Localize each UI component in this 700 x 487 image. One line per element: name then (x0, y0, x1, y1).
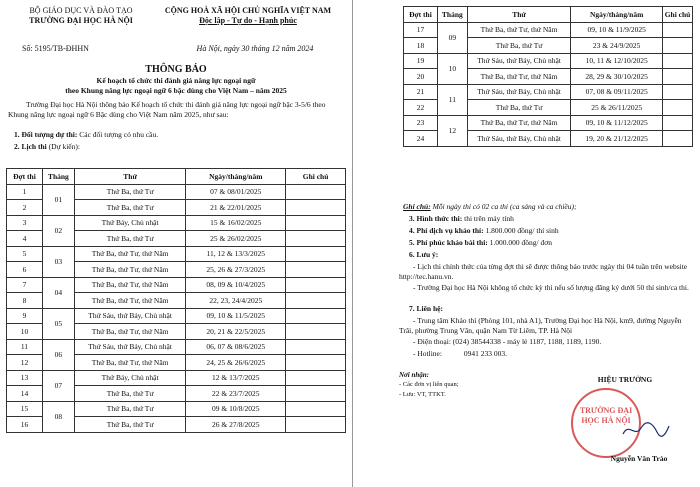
item-2 (14, 142, 350, 152)
cell-note (286, 277, 346, 293)
cell-note (286, 370, 346, 386)
table-row (404, 22, 693, 38)
cell-thu: Thứ Bảy, Chủ nhật (74, 215, 186, 231)
schedule-table-part-1 (6, 168, 346, 433)
cell-month: 04 (42, 277, 74, 308)
cell-note (286, 339, 346, 355)
cell-note (663, 115, 693, 131)
cell-dot: 23 (404, 115, 438, 131)
item-5-text: 1.000.000 đồng/ đơn (489, 238, 552, 247)
item-6-label: 6. Lưu ý: (409, 250, 439, 259)
cell-ngay: 22, 23, 24/4/2025 (186, 293, 286, 309)
table-row (404, 84, 693, 100)
cell-note (663, 131, 693, 147)
cell-note (286, 231, 346, 247)
header-thang: Tháng (437, 7, 467, 23)
nation-name: CỘNG HOÀ XÃ HỘI CHỦ NGHĨA VIỆT NAM (164, 6, 332, 15)
cell-thu: Thứ Ba, thứ Tư (74, 200, 186, 216)
phone-value: (024) 38544338 - máy lẻ 1187, 1188, 1189, 1190. (452, 337, 602, 346)
cell-thu: Thứ Ba, thứ Tư, thứ Năm (467, 22, 570, 38)
phone-line (413, 337, 601, 347)
cell-dot: 5 (7, 246, 43, 262)
cell-note (663, 84, 693, 100)
table-row (7, 339, 346, 355)
cell-dot: 21 (404, 84, 438, 100)
cell-thu: Thứ Ba, thứ Tư, thứ Năm (467, 115, 570, 131)
cell-thu: Thứ Ba, thứ Tư (74, 386, 186, 402)
cell-dot: 4 (7, 231, 43, 247)
table-row (7, 215, 346, 231)
cell-note (663, 22, 693, 38)
cell-note (286, 308, 346, 324)
header-dot: Đợt thi (7, 169, 43, 185)
header-ngay: Ngày/tháng/năm (571, 7, 663, 23)
cell-ngay: 09 & 10/8/2025 (186, 401, 286, 417)
item-1-text: Các đối tượng có nhu cầu. (79, 130, 159, 139)
cell-note (286, 324, 346, 340)
cell-dot: 15 (7, 401, 43, 417)
table-row (7, 277, 346, 293)
cell-dot: 12 (7, 355, 43, 371)
cell-thu: Thứ Ba, thứ Tư (74, 417, 186, 433)
cell-note (286, 401, 346, 417)
cell-dot: 16 (7, 417, 43, 433)
item-5 (409, 238, 552, 248)
cell-dot: 14 (7, 386, 43, 402)
cell-dot: 19 (404, 53, 438, 69)
ministry-name: BỘ GIÁO DỤC VÀ ĐÀO TẠO (29, 6, 133, 15)
university-name: TRƯỜNG ĐẠI HỌC HÀ NỘI (29, 16, 133, 25)
table-body-part-1 (7, 184, 346, 432)
cell-dot: 17 (404, 22, 438, 38)
cell-ngay: 22 & 23/7/2025 (186, 386, 286, 402)
cell-ngay: 25 & 26/11/2025 (571, 100, 663, 116)
recipients-1: - Các đơn vị liên quan; (399, 381, 459, 388)
notice-subtitle-1: Kế hoạch tổ chức thi đánh giá năng lực ngoại ngữ (96, 76, 256, 85)
header-right (148, 6, 348, 26)
hotline-value: 0941 233 003. (463, 349, 507, 358)
cell-ngay: 24, 25 & 26/6/2025 (186, 355, 286, 371)
stamp-text: TRƯỜNG ĐẠI HỌC HÀ NỘI (579, 406, 633, 425)
cell-thu: Thứ Ba, thứ Tư, thứ Năm (74, 293, 186, 309)
cell-thu: Thứ Ba, thứ Tư (74, 401, 186, 417)
header-ghichu: Ghi chú (663, 7, 693, 23)
recipients-2: - Lưu: VT, TTKT. (399, 391, 446, 398)
cell-note (286, 386, 346, 402)
notice-subtitle-2: theo Khung năng lực ngoại ngữ 6 bậc dùng cho Việt Nam – năm 2025 (65, 86, 287, 95)
cell-dot: 1 (7, 184, 43, 200)
table-header-row (7, 169, 346, 185)
cell-thu: Thứ Ba, thứ Tư, thứ Năm (74, 324, 186, 340)
cell-note (286, 262, 346, 278)
item-3-label: 3. Hình thức thi: (409, 214, 463, 223)
cell-month: 05 (42, 308, 74, 339)
right-page (352, 0, 700, 487)
hotline-label: - Hotline: (413, 349, 442, 358)
cell-thu: Thứ Ba, thứ Tư, thứ Năm (74, 355, 186, 371)
header-thang: Tháng (42, 169, 74, 185)
cell-thu: Thứ Ba, thứ Tư, thứ Năm (74, 246, 186, 262)
cell-ngay: 28, 29 & 30/10/2025 (571, 69, 663, 85)
cell-dot: 8 (7, 293, 43, 309)
item-1-label: 1. Đối tượng dự thi: (14, 130, 78, 139)
signer-title: HIỆU TRƯỞNG (597, 375, 653, 384)
table-row (404, 53, 693, 69)
cell-ngay: 11, 12 & 13/3/2025 (186, 246, 286, 262)
cell-month: 11 (437, 84, 467, 115)
cell-note (286, 184, 346, 200)
cell-ngay: 09, 10 & 11/5/2025 (186, 308, 286, 324)
item-5-label: 5. Phí phúc khảo bài thi: (409, 238, 488, 247)
table-row (7, 184, 346, 200)
cell-thu: Thứ Ba, thứ Tư (74, 231, 186, 247)
item-2-text: (Dự kiến): (48, 142, 80, 151)
item-4-text: 1.800.000 đồng/ thí sinh (485, 226, 559, 235)
table-row (7, 401, 346, 417)
cell-month: 09 (437, 22, 467, 53)
header-thu: Thứ (467, 7, 570, 23)
cell-thu: Thứ Ba, thứ Tư (467, 100, 570, 116)
cell-thu: Thứ Sáu, thứ Bảy, Chủ nhật (467, 53, 570, 69)
note-text: Mỗi ngày thi có 02 ca thi (ca sáng và ca chiều); (432, 202, 577, 211)
phone-label: - Điện thoại: (413, 337, 451, 346)
item-6-line-1: - Lịch thi chính thức của từng đợt thi sẽ được thông báo trước ngày thi 04 tuần trên website http://tec.hanu.vn. (399, 262, 688, 281)
cell-month: 03 (42, 246, 74, 277)
cell-ngay: 21 & 22/01/2025 (186, 200, 286, 216)
motto: Độc lập - Tự do - Hạnh phúc (199, 16, 297, 25)
intro-paragraph: Trường Đại học Hà Nội thông báo Kế hoạch tổ chức thi đánh giá năng lực ngoại ngữ bậc 3-5/6 theo Khung năng lực ngoại ngữ 6 Bậc dùng cho Việt Nam năm 2025, như sau: (8, 100, 326, 119)
cell-dot: 9 (7, 308, 43, 324)
cell-note (286, 417, 346, 433)
item-4 (409, 226, 559, 236)
cell-note (663, 38, 693, 54)
note-label: Ghi chú: (403, 202, 431, 211)
cell-note (286, 355, 346, 371)
cell-dot: 11 (7, 339, 43, 355)
cell-dot: 2 (7, 200, 43, 216)
table-body-part-2 (404, 22, 693, 146)
cell-dot: 24 (404, 131, 438, 147)
item-6-line-2: - Trường Đại học Hà Nội không tổ chức kỳ thi nếu số lượng đăng ký dưới 50 thí sinh/ca thi. (413, 283, 689, 292)
cell-thu: Thứ Sáu, thứ Bảy, Chủ nhật (467, 84, 570, 100)
cell-thu: Thứ Ba, thứ Tư, thứ Năm (467, 69, 570, 85)
cell-ngay: 09, 10 & 11/12/2025 (571, 115, 663, 131)
cell-thu: Thứ Ba, thứ Tư, thứ Năm (74, 262, 186, 278)
header-ngay: Ngày/tháng/năm (186, 169, 286, 185)
cell-thu: Thứ Ba, thứ Tư, thứ Năm (74, 277, 186, 293)
item-2-label: 2. Lịch thi (14, 142, 47, 151)
cell-ngay: 20, 21 & 22/5/2025 (186, 324, 286, 340)
cell-ngay: 12 & 13/7/2025 (186, 370, 286, 386)
notice-title: THÔNG BÁO (145, 64, 207, 75)
cell-note (286, 246, 346, 262)
header-thu: Thứ (74, 169, 186, 185)
table-row (7, 370, 346, 386)
item-1 (14, 130, 350, 140)
cell-month: 06 (42, 339, 74, 370)
cell-dot: 13 (7, 370, 43, 386)
cell-ngay: 19, 20 & 21/12/2025 (571, 131, 663, 147)
cell-thu: Thứ Sáu, thứ Bảy, Chủ nhật (74, 308, 186, 324)
cell-note (663, 53, 693, 69)
cell-ngay: 07, 08 & 09/11/2025 (571, 84, 663, 100)
schedule-table-part-2 (403, 6, 693, 147)
item-3 (409, 214, 514, 224)
table-row (7, 246, 346, 262)
table-row (7, 308, 346, 324)
cell-ngay: 25, 26 & 27/3/2025 (186, 262, 286, 278)
cell-ngay: 15 & 16/02/2025 (186, 215, 286, 231)
signature (621, 420, 671, 440)
table-header-row (404, 7, 693, 23)
cell-dot: 7 (7, 277, 43, 293)
cell-ngay: 08, 09 & 10/4/2025 (186, 277, 286, 293)
cell-ngay: 26 & 27/8/2025 (186, 417, 286, 433)
recipients-label: Nơi nhận: (399, 371, 430, 379)
cell-ngay: 09, 10 & 11/9/2025 (571, 22, 663, 38)
cell-note (663, 100, 693, 116)
cell-ngay: 23 & 24/9/2025 (571, 38, 663, 54)
item-3-text: thi trên máy tính (464, 214, 514, 223)
note-line (403, 202, 577, 212)
table-row (404, 115, 693, 131)
cell-note (286, 293, 346, 309)
item-7-line-1: - Trung tâm Khảo thí (Phòng 101, nhà A1), Trường Đại học Hà Nội, km9, đường Nguyễn Trãi, phường Trung Văn, quận Nam Từ Liêm, TP. Hà Nội (399, 316, 682, 335)
cell-month: 02 (42, 215, 74, 246)
cell-dot: 18 (404, 38, 438, 54)
cell-ngay: 10, 11 & 12/10/2025 (571, 53, 663, 69)
cell-thu: Thứ Sáu, thứ Bảy, Chủ nhật (74, 339, 186, 355)
cell-thu: Thứ Sáu, thứ Bảy, Chủ nhật (467, 131, 570, 147)
cell-ngay: 25 & 26/02/2025 (186, 231, 286, 247)
cell-dot: 6 (7, 262, 43, 278)
document-date: Hà Nội, ngày 30 tháng 12 năm 2024 (196, 44, 314, 53)
cell-ngay: 06, 07 & 08/6/2025 (186, 339, 286, 355)
cell-dot: 10 (7, 324, 43, 340)
cell-month: 08 (42, 401, 74, 432)
item-4-label: 4. Phí dịch vụ khảo thí: (409, 226, 484, 235)
hotline-line (413, 349, 507, 359)
header-ghichu: Ghi chú (286, 169, 346, 185)
cell-thu: Thứ Bảy, Chủ nhật (74, 370, 186, 386)
cell-note (286, 215, 346, 231)
cell-dot: 3 (7, 215, 43, 231)
cell-month: 12 (437, 115, 467, 146)
cell-month: 10 (437, 53, 467, 84)
signer-name: Nguyễn Văn Trào (610, 454, 668, 463)
cell-month: 01 (42, 184, 74, 215)
cell-dot: 22 (404, 100, 438, 116)
cell-note (286, 200, 346, 216)
cell-ngay: 07 & 08/01/2025 (186, 184, 286, 200)
header-left (6, 6, 156, 26)
cell-thu: Thứ Ba, thứ Tư (467, 38, 570, 54)
cell-note (663, 69, 693, 85)
cell-dot: 20 (404, 69, 438, 85)
item-7-label: 7. Liên hệ: (409, 304, 443, 313)
cell-thu: Thứ Ba, thứ Tư (74, 184, 186, 200)
header-dot: Đợt thi (404, 7, 438, 23)
document-number: Số: 5195/TB-ĐHHN (22, 44, 89, 53)
cell-month: 07 (42, 370, 74, 401)
